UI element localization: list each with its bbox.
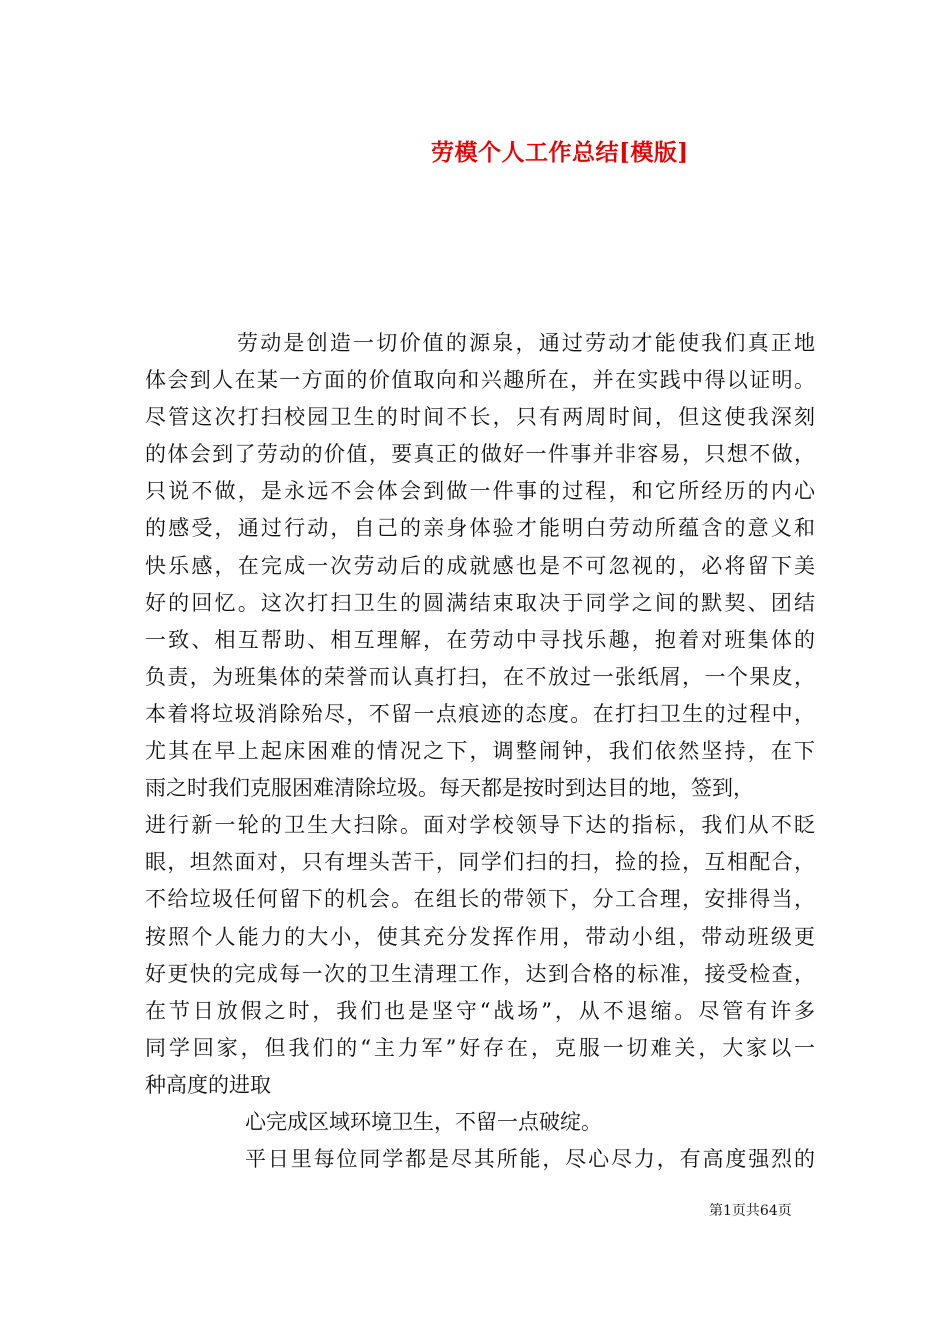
body-line: 好的回忆。这次打扫卫生的圆满结束取决于同学之间的默契、团结 — [145, 590, 815, 615]
page-footer: 第1页共64页 — [709, 1203, 792, 1219]
body-line: 的感受，通过行动，自己的亲身体验才能明白劳动所蕴含的意义和 — [145, 516, 815, 541]
body-line: 按照个人能力的大小，使其充分发挥作用，带动小组，带动班级更 — [145, 924, 815, 949]
body-line: 心完成区域环境卫生，不留一点破绽。 — [245, 1109, 602, 1134]
body-line: 体会到人在某一方面的价值取向和兴趣所在，并在实践中得以证明。 — [145, 368, 815, 393]
document-body — [145, 325, 815, 1178]
body-line: 一致、相互帮助、相互理解，在劳动中寻找乐趣，抱着对班集体的 — [145, 627, 815, 652]
body-line: 进行新一轮的卫生大扫除。面对学校领导下达的指标，我们从不眨 — [145, 813, 815, 838]
body-line: 种高度的进取 — [145, 1072, 271, 1097]
body-line: 雨之时我们克服困难清除垃圾。每天都是按时到达目的地，签到， — [145, 776, 754, 801]
body-line: 只说不做，是永远不会体会到做一件事的过程，和它所经历的内心 — [145, 479, 815, 504]
body-line: 劳动是创造一切价值的源泉，通过劳动才能使我们真正地 — [237, 331, 815, 355]
body-line: 眼，坦然面对，只有埋头苦干，同学们扫的扫，捡的捡，互相配合， — [145, 850, 815, 875]
body-line: 的体会到了劳动的价值，要真正的做好一件事并非容易，只想不做， — [145, 442, 815, 467]
body-line: 在节日放假之时，我们也是坚守“战场”，从不退缩。尽管有许多 — [145, 998, 815, 1023]
body-line: 同学回家，但我们的“主力军”好存在，克服一切难关，大家以一 — [145, 1035, 815, 1060]
body-line: 负责，为班集体的荣誉而认真打扫，在不放过一张纸屑，一个果皮， — [145, 664, 815, 689]
body-line: 快乐感，在完成一次劳动后的成就感也是不可忽视的，必将留下美 — [145, 553, 815, 578]
body-line: 本着将垃圾消除殆尽，不留一点痕迹的态度。在打扫卫生的过程中， — [145, 701, 815, 726]
body-line: 尽管这次打扫校园卫生的时间不长，只有两周时间，但这使我深刻 — [145, 405, 815, 430]
document-title: 劳模个人工作总结[模版] — [431, 139, 689, 166]
body-line: 好更快的完成每一次的卫生清理工作，达到合格的标准，接受检查， — [145, 961, 815, 986]
body-line: 不给垃圾任何留下的机会。在组长的带领下，分工合理，安排得当， — [145, 887, 815, 912]
body-line: 尤其在早上起床困难的情况之下，调整闹钟，我们依然坚持，在下 — [145, 739, 815, 764]
body-line: 平日里每位同学都是尽其所能，尽心尽力，有高度强烈的 — [245, 1147, 815, 1172]
